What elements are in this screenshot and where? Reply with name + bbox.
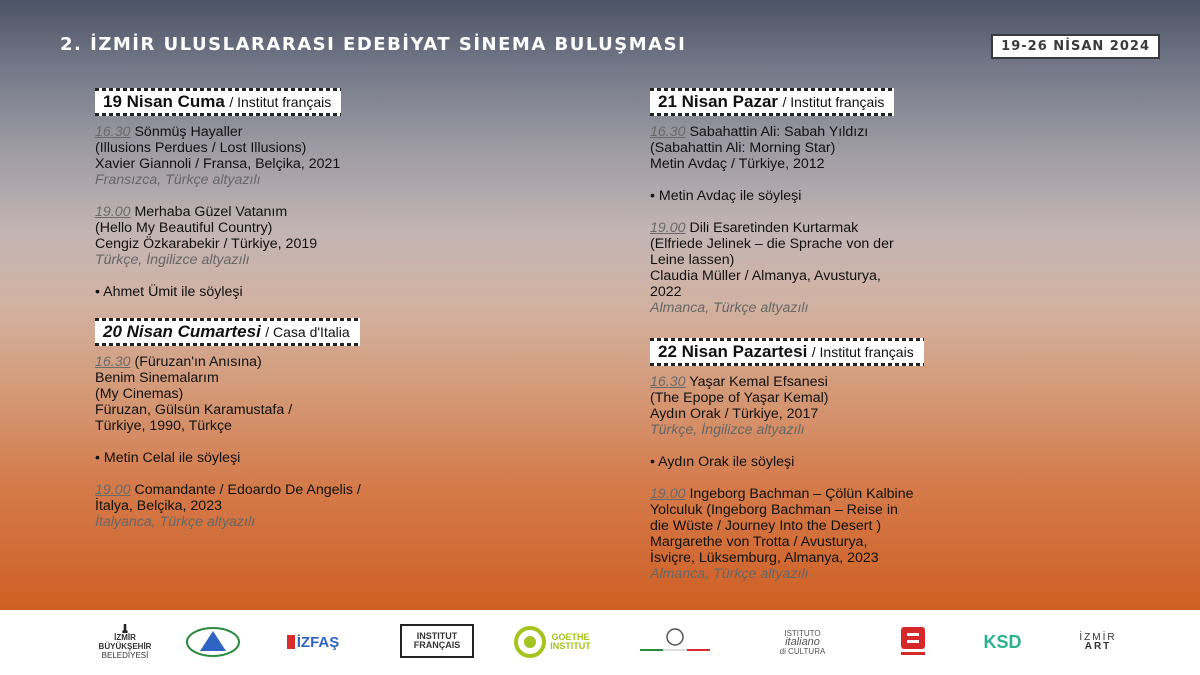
- day-name: 20 Nisan Cumartesi: [103, 322, 261, 341]
- event-dates-badge: 19-26 NİSAN 2024: [991, 34, 1160, 59]
- film-line: Claudia Müller / Almanya, Avusturya,: [650, 268, 881, 284]
- film-line: Cengiz Özkarabekir / Türkiye, 2019: [95, 236, 318, 252]
- goethe-circle-icon: [514, 626, 546, 658]
- film-line: Margarethe von Trotta / Avusturya,: [650, 534, 868, 550]
- triangle-emblem-logo: [185, 624, 240, 660]
- screening-item: [95, 354, 545, 434]
- institut-francais-logo: INSTITUT FRANÇAIS: [400, 624, 474, 658]
- film-title: Comandante / Edoardo De Angelis /: [134, 482, 361, 498]
- screening-item: [95, 204, 545, 268]
- film-line: Benim Sinemalarım: [95, 370, 219, 386]
- izmir-art-logo: İZMİR ART: [1079, 632, 1117, 652]
- day-header-21-nisan: [650, 90, 894, 114]
- day-header-20-nisan: [95, 320, 360, 344]
- left-column: [95, 90, 545, 546]
- film-title: Dili Esaretinden Kurtarmak: [689, 220, 859, 236]
- screening-item: [650, 486, 1100, 582]
- sinematek-logo: [893, 624, 933, 660]
- screening-time: 19.00: [650, 220, 686, 236]
- ksd-logo: KSD: [983, 631, 1022, 652]
- clock-tower-icon: [118, 624, 132, 633]
- screening-time: 19.00: [95, 204, 131, 220]
- film-line: (Sabahattin Ali: Morning Star): [650, 140, 836, 156]
- film-title: Sabahattin Ali: Sabah Yıldızı: [689, 124, 869, 140]
- film-line: Xavier Giannoli / Fransa, Belçika, 2021: [95, 156, 341, 172]
- film-line: 2022: [650, 284, 682, 300]
- poster-header: [60, 34, 1160, 58]
- screening-time: 16.30: [95, 354, 131, 370]
- event-title: 2. İZMİR ULUSLARARASI EDEBİYAT SİNEMA BULUŞMASI: [60, 34, 687, 55]
- film-title: Ingeborg Bachman – Çölün Kalbine: [689, 486, 914, 502]
- film-line: Türkiye, 1990, Türkçe: [95, 418, 232, 434]
- istituto-italiano-logo: ISTITUTO italiano di CULTURA: [779, 628, 826, 656]
- film-subtitle-info: Almanca, Türkçe altyazılı: [650, 566, 809, 582]
- talk-item: • Metin Avdaç ile söyleşi: [650, 188, 802, 204]
- film-line: (Illusions Perdues / Lost Illusions): [95, 140, 307, 156]
- film-line: Füruzan, Gülsün Karamustafa /: [95, 402, 293, 418]
- screening-item: [650, 374, 1100, 438]
- italian-consulate-logo: [630, 624, 720, 660]
- screening-time: 19.00: [650, 486, 686, 502]
- screening-time: 16.30: [650, 374, 686, 390]
- izfas-logo: İZFAŞ: [273, 624, 353, 660]
- day-header-22-nisan: [650, 340, 924, 364]
- film-title: (Füruzan'ın Anısına): [134, 354, 262, 370]
- talk-item: • Metin Celal ile söyleşi: [95, 450, 241, 466]
- film-title: Yaşar Kemal Efsanesi: [689, 374, 828, 390]
- day-header-19-nisan: [95, 90, 341, 114]
- film-subtitle-info: Fransızca, Türkçe altyazılı: [95, 172, 261, 188]
- izmir-buyuksehir-logo: İZMİR BÜYÜKŞEHİR BELEDİYESİ: [90, 624, 160, 660]
- goethe-institut-logo: GOETHE INSTITUT: [500, 624, 605, 660]
- film-line: (Elfriede Jelinek – die Sprache von der: [650, 236, 894, 252]
- film-line: Leine lassen): [650, 252, 735, 268]
- film-subtitle-info: Almanca, Türkçe altyazılı: [650, 300, 809, 316]
- sinematek-s-icon: [896, 625, 930, 659]
- day-venue: / Institut français: [229, 94, 332, 110]
- talk-item: • Ahmet Ümit ile söyleşi: [95, 284, 243, 300]
- screening-time: 16.30: [95, 124, 131, 140]
- screening-item: [650, 124, 1100, 172]
- film-line: die Wüste / Journey Into the Desert ): [650, 518, 882, 534]
- film-line: İsviçre, Lüksemburg, Almanya, 2023: [650, 550, 879, 566]
- day-venue: / Institut français: [782, 94, 885, 110]
- screening-item: [95, 482, 545, 530]
- film-line: (Hello My Beautiful Country): [95, 220, 273, 236]
- triangle-emblem-icon: [186, 627, 240, 657]
- day-name: 22 Nisan Pazartesi: [658, 342, 808, 361]
- izfas-mark-icon: [287, 635, 295, 649]
- film-line: Yolculuk (Ingeborg Bachman – Reise in: [650, 502, 898, 518]
- film-subtitle-info: Türkçe, İngilizce altyazılı: [650, 422, 805, 438]
- right-column: [650, 90, 1100, 598]
- screening-item: [95, 124, 545, 188]
- film-subtitle-info: Türkçe, İngilizce altyazılı: [95, 252, 250, 268]
- film-title: Merhaba Güzel Vatanım: [134, 204, 288, 220]
- film-title: Sönmüş Hayaller: [134, 124, 243, 140]
- day-name: 21 Nisan Pazar: [658, 92, 779, 111]
- screening-time: 19.00: [95, 482, 131, 498]
- film-line: Aydın Orak / Türkiye, 2017: [650, 406, 819, 422]
- film-line: (My Cinemas): [95, 386, 184, 402]
- screening-item: [650, 220, 1100, 316]
- talk-item: • Aydın Orak ile söyleşi: [650, 454, 795, 470]
- film-line: (The Epope of Yaşar Kemal): [650, 390, 829, 406]
- film-line: İtalya, Belçika, 2023: [95, 498, 222, 514]
- film-subtitle-info: İtalyanca, Türkçe altyazılı: [95, 514, 256, 530]
- day-name: 19 Nisan Cuma: [103, 92, 225, 111]
- italian-emblem-icon: [635, 627, 715, 657]
- film-line: Metin Avdaç / Türkiye, 2012: [650, 156, 825, 172]
- day-venue: / Casa d'Italia: [265, 324, 350, 340]
- day-venue: / Institut français: [811, 344, 914, 360]
- sponsor-logo-bar: [0, 610, 1200, 675]
- screening-time: 16.30: [650, 124, 686, 140]
